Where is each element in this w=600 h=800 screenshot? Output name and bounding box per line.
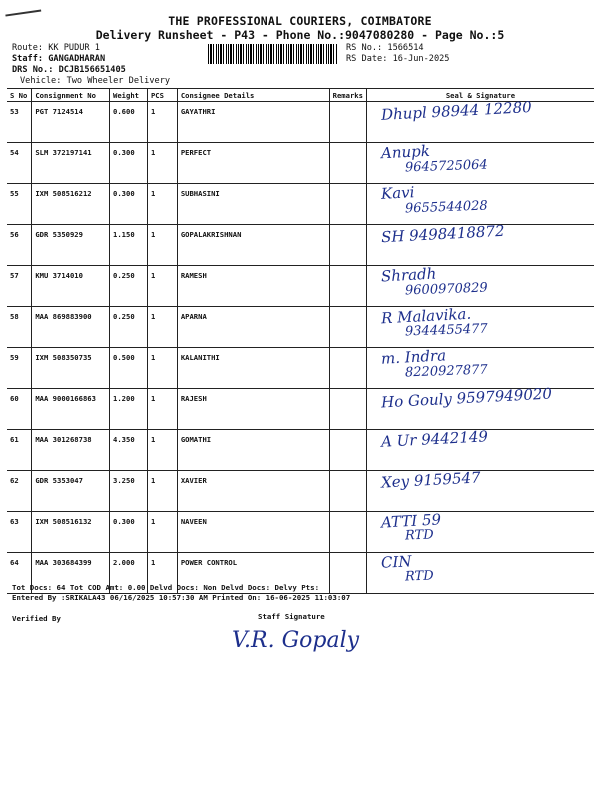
cell-consignee: GOPALAKRISHNAN [177,225,329,266]
cell-consignment-no: MAA 301268738 [32,430,110,471]
cell-remarks [329,348,366,389]
handwritten-signature: Shradh [380,264,437,286]
cell-weight: 0.500 [110,348,148,389]
cell-consignee: SUBHASINI [177,184,329,225]
handwritten-signature: CIN [380,552,412,572]
cell-weight: 2.000 [110,553,148,594]
cell-consignment-no: IXM 508350735 [32,348,110,389]
cell-signature [366,384,594,430]
cell-pcs: 1 [147,225,177,266]
cell-sno: 53 [7,102,32,143]
col-sno: S No [7,89,32,102]
cell-remarks [329,266,366,307]
cell-consignment-no: SLM 372197141 [32,143,110,184]
cell-pcs: 1 [147,307,177,348]
cell-sno: 63 [7,512,32,553]
handwritten-signature: 9344455477 [404,321,488,340]
table-row [7,430,594,471]
cell-weight: 4.350 [110,430,148,471]
col-consignment-no: Consignment No [32,89,110,102]
cell-weight: 0.300 [110,512,148,553]
cell-sno: 58 [7,307,32,348]
barcode [208,44,338,64]
cell-sno: 56 [7,225,32,266]
cell-pcs: 1 [147,553,177,594]
handwritten-signature: ATTI 59 [380,510,442,532]
totals-line: Tot Docs: 64 Tot COD Amt: 0.00 Delvd Docs: Non Delvd Docs: Delvy Pts: [12,583,320,592]
cell-remarks [329,471,366,512]
table-row [7,143,594,184]
table-row [7,184,594,225]
handwritten-signature: Ho Gouly 9597949020 [380,384,553,412]
cell-signature [366,468,594,512]
handwritten-signature: Kavi [380,183,415,203]
handwritten-signature: 8220927877 [404,362,488,381]
table-row [7,266,594,307]
handwritten-signature: RTD [404,568,434,585]
vehicle-label: Vehicle: Two Wheeler Delivery [20,76,171,86]
page-subtitle: Delivery Runsheet - P43 - Phone No.:9047080280 - Page No.:5 [95,28,505,42]
cell-remarks [329,307,366,348]
staff-label: Staff: GANGADHARAN [12,54,106,64]
cell-consignment-no: KMU 3714010 [32,266,110,307]
cell-weight: 0.250 [110,307,148,348]
cell-signature [366,427,594,471]
table-row [7,348,594,389]
cell-signature [366,266,594,307]
table-row [7,307,594,348]
handwritten-signature: 9600970829 [404,280,488,299]
rs-date: RS Date: 16-Jun-2025 [346,54,450,64]
cell-signature [366,553,594,594]
cell-signature [366,304,594,348]
verified-by-label: Verified By [12,614,61,623]
col-pcs: PCS [147,89,177,102]
table-row [7,102,594,143]
cell-consignment-no: GDR 5350929 [32,225,110,266]
cell-weight: 1.150 [110,225,148,266]
handwritten-signature: Xey 9159547 [380,468,481,492]
cell-sno: 54 [7,143,32,184]
cell-sno: 61 [7,430,32,471]
cell-signature [366,221,594,266]
cell-consignment-no: MAA 869883900 [32,307,110,348]
table-row [7,512,594,553]
cell-remarks [329,389,366,430]
handwritten-signature: m. Indra [380,346,447,368]
cell-consignee: PERFECT [177,143,329,184]
route-label: Route: KK PUDUR 1 [12,43,100,53]
col-consignee: Consignee Details [177,89,329,102]
handwritten-signature: 9655544028 [404,198,488,217]
table-row [7,471,594,512]
cell-signature [366,512,594,553]
cell-consignee: NAVEEN [177,512,329,553]
cell-consignee: KALANITHI [177,348,329,389]
handwritten-signature: R Malavika. [380,304,472,328]
cell-pcs: 1 [147,143,177,184]
cell-consignee: POWER CONTROL [177,553,329,594]
cell-pcs: 1 [147,266,177,307]
cell-signature [366,98,594,143]
cell-pcs: 1 [147,471,177,512]
cell-consignee: GOMATHI [177,430,329,471]
cell-consignee: XAVIER [177,471,329,512]
handwritten-signature: RTD [404,527,434,544]
cell-sno: 55 [7,184,32,225]
cell-weight: 0.300 [110,184,148,225]
cell-sno: 62 [7,471,32,512]
cell-sno: 64 [7,553,32,594]
cell-signature [366,184,594,225]
entered-by-line: Entered By :SRIKALA43 06/16/2025 10:57:30 AM Printed On: 16-06-2025 11:03:07 [12,593,351,602]
staff-signature: V.R. Gopaly [232,628,360,653]
table-row [7,225,594,266]
cell-sno: 57 [7,266,32,307]
staff-signature-label: Staff Signature [258,612,325,621]
handwritten-signature: Anupk [380,141,431,163]
cell-consignment-no: IXM 508516132 [32,512,110,553]
cell-signature [366,143,594,184]
cell-sno: 59 [7,348,32,389]
cell-pcs: 1 [147,512,177,553]
cell-consignment-no: GDR 5353047 [32,471,110,512]
cell-weight: 0.300 [110,143,148,184]
cell-remarks [329,430,366,471]
cell-consignment-no: IXM 508516212 [32,184,110,225]
handwritten-signature: 9645725064 [404,157,488,176]
cell-consignment-no: MAA 303684399 [32,553,110,594]
cell-consignee: APARNA [177,307,329,348]
cell-consignment-no: PGT 7124514 [32,102,110,143]
drs-label: DRS No.: DCJB156651405 [12,65,126,75]
cell-weight: 0.600 [110,102,148,143]
cell-pcs: 1 [147,102,177,143]
cell-pcs: 1 [147,389,177,430]
cell-remarks [329,553,366,594]
cell-consignee: RAMESH [177,266,329,307]
rs-number: RS No.: 1566514 [346,43,424,53]
handwritten-signature: Dhupl 98944 12280 [380,98,533,124]
cell-weight: 0.250 [110,266,148,307]
cell-remarks [329,102,366,143]
table-row [7,389,594,430]
cell-pcs: 1 [147,348,177,389]
cell-consignee: RAJESH [177,389,329,430]
cell-weight: 3.250 [110,471,148,512]
col-signature: Seal & Signature [366,89,594,102]
cell-remarks [329,143,366,184]
cell-consignee: GAYATHRI [177,102,329,143]
cell-consignment-no: MAA 9000166863 [32,389,110,430]
handwritten-signature: SH 9498418872 [380,221,505,247]
cell-sno: 60 [7,389,32,430]
cell-remarks [329,184,366,225]
cell-remarks [329,512,366,553]
col-remarks: Remarks [329,89,366,102]
handwritten-signature: A Ur 9442149 [380,427,489,451]
cell-pcs: 1 [147,430,177,471]
runsheet-table [7,88,594,594]
cell-pcs: 1 [147,184,177,225]
cell-signature [366,348,594,389]
cell-weight: 1.200 [110,389,148,430]
col-weight: Weight [110,89,148,102]
page-title: THE PROFESSIONAL COURIERS, COIMBATORE [168,14,432,28]
cell-remarks [329,225,366,266]
